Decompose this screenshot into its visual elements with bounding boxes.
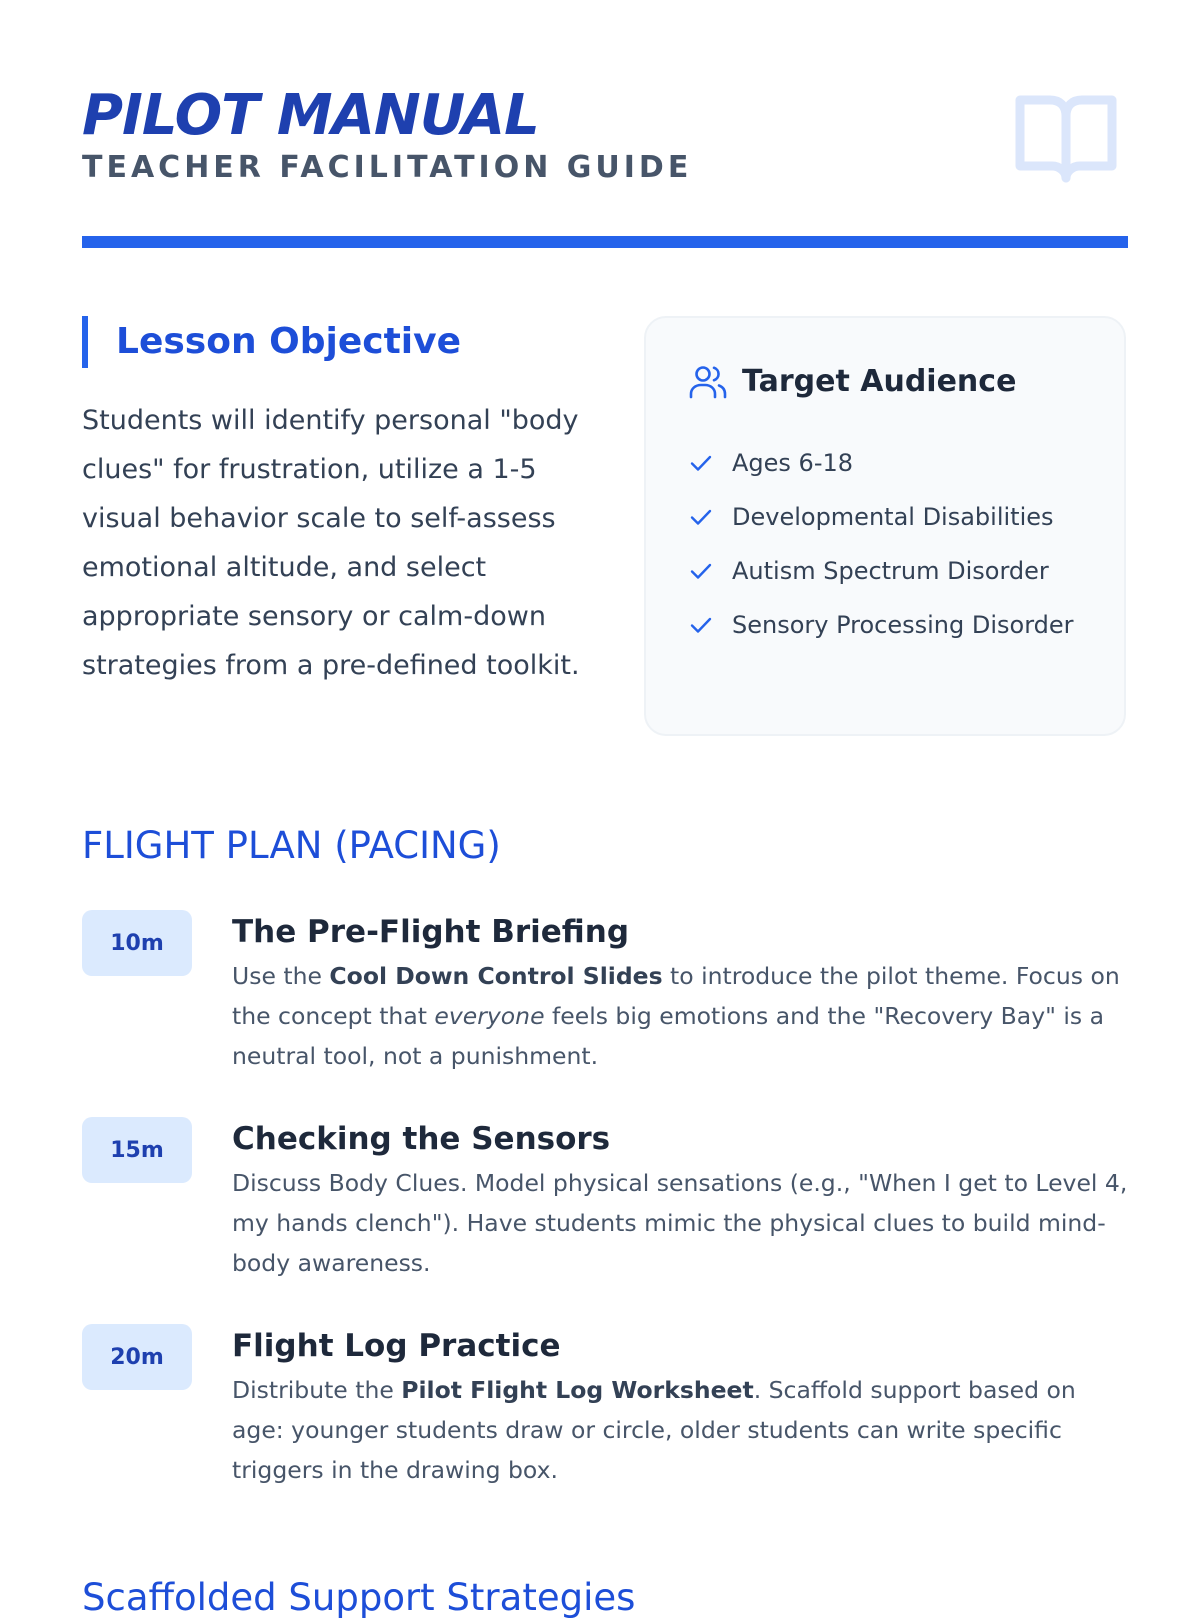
- pacing-step-body: [232, 910, 1128, 1076]
- time-badge: 10m: [82, 910, 192, 976]
- scaffold-strategies-heading: Scaffolded Support Strategies: [82, 1576, 636, 1619]
- target-audience-header: [688, 362, 1016, 402]
- target-audience-title: Target Audience: [742, 364, 1017, 399]
- book-open-icon: [1014, 90, 1118, 186]
- audience-item: [688, 436, 1074, 490]
- page-subtitle: TEACHER FACILITATION GUIDE: [82, 150, 693, 185]
- resource-name: Pilot Flight Log Worksheet: [401, 1376, 754, 1404]
- audience-item-label: Developmental Disabilities: [732, 503, 1054, 531]
- pacing-step-title: Flight Log Practice: [232, 1328, 561, 1364]
- lesson-objective-text: Students will identify personal "body clues" for frustration, utilize a 1-5 visual behavior scale to self-assess emotional altitude, and select appropriate sensory or calm-down strategies from a pre-defined toolkit.: [82, 405, 580, 681]
- pacing-step-title: The Pre-Flight Briefing: [232, 914, 630, 950]
- audience-item-label: Ages 6-18: [732, 449, 854, 477]
- time-badge: 15m: [82, 1117, 192, 1183]
- users-icon: [688, 362, 728, 402]
- emphasis-text: everyone: [434, 1002, 545, 1030]
- header-divider: [82, 236, 1128, 248]
- audience-item: [688, 490, 1074, 544]
- audience-item-label: Autism Spectrum Disorder: [732, 557, 1049, 585]
- check-icon: [688, 450, 714, 476]
- pacing-step-description: Discuss Body Clues. Model physical sensations (e.g., "When I get to Level 4, my hands clench"). Have students mimic the physical clues to build mind-body awareness.: [232, 1169, 1128, 1277]
- check-icon: [688, 612, 714, 638]
- lesson-objective-heading: Lesson Objective: [82, 316, 582, 368]
- flight-plan-heading: FLIGHT PLAN (PACING): [82, 824, 501, 867]
- check-icon: [688, 504, 714, 530]
- audience-item: [688, 544, 1074, 598]
- pacing-step-body: [232, 1117, 1128, 1283]
- check-icon: [688, 558, 714, 584]
- pacing-step-title: Checking the Sensors: [232, 1121, 611, 1157]
- target-audience-card: [644, 316, 1126, 736]
- page-title: PILOT MANUAL: [82, 83, 539, 148]
- pacing-step-body: [232, 1324, 1128, 1490]
- pacing-step-description: Distribute the Pilot Flight Log Worksheet. Scaffold support based on age: younger students draw or circle, older students can write specific triggers in the drawing box.: [232, 1376, 1076, 1484]
- lesson-objective-section: [82, 316, 582, 717]
- audience-item: [688, 598, 1074, 652]
- audience-item-label: Sensory Processing Disorder: [732, 611, 1074, 639]
- target-audience-list: [688, 436, 1074, 652]
- time-badge: 20m: [82, 1324, 192, 1390]
- guide-header: [82, 82, 1118, 202]
- resource-name: Cool Down Control Slides: [329, 962, 663, 990]
- pacing-step-description: Use the Cool Down Control Slides to introduce the pilot theme. Focus on the concept that everyone feels big emotions and the "Recovery Bay" is a neutral tool, not a punishment.: [232, 962, 1120, 1070]
